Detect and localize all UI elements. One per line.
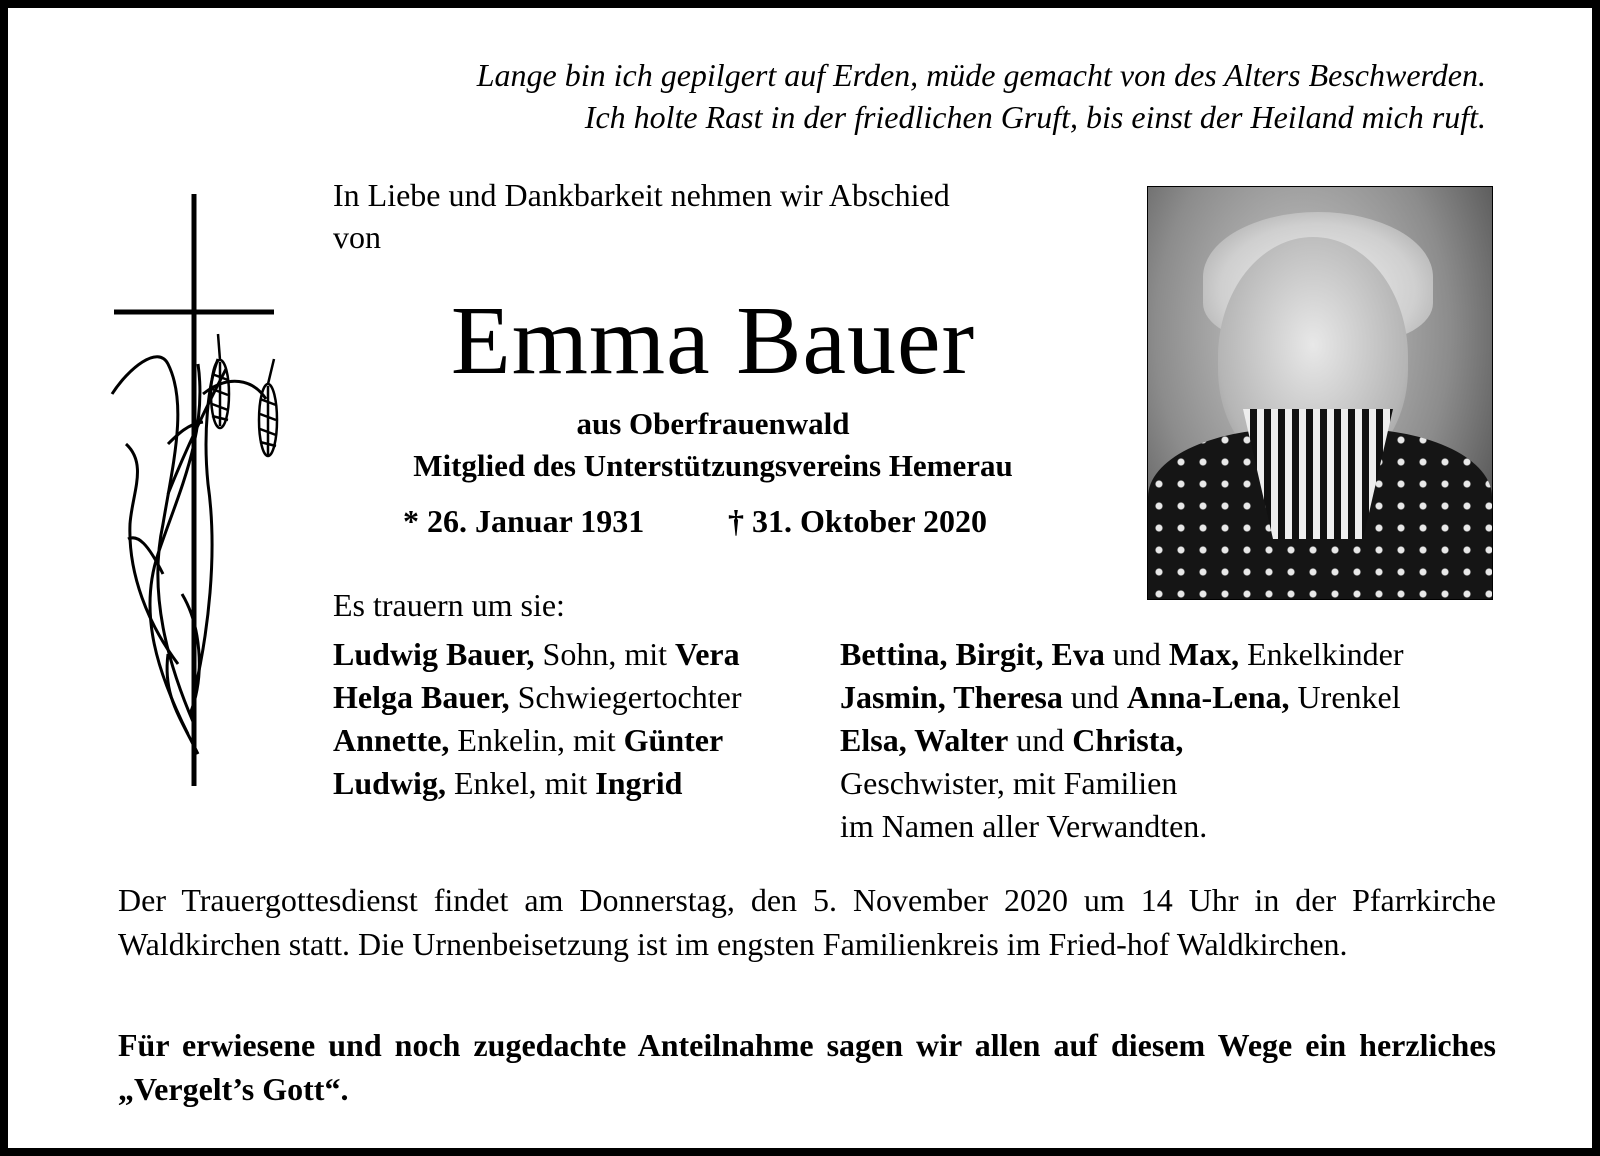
intro-line-2: von — [333, 219, 381, 255]
family-relation: Enkelkinder — [1239, 636, 1404, 672]
service-information: Der Trauergottesdienst findet am Donnerstag, den 5. November 2020 um 14 Uhr in der Pfarrkirche Waldkirchen statt. Die Urnenbeisetzung ist im engsten Familienkreis im Fried-hof Waldkirchen. — [118, 882, 1496, 962]
poem-line-1: Lange bin ich gepilgert auf Erden, müde gemacht von des Alters Beschwerden. — [476, 57, 1486, 93]
family-member-name: Günter — [623, 722, 724, 758]
family-line — [840, 633, 1403, 676]
family-line — [840, 719, 1403, 762]
family-relation: im Namen aller Verwandten. — [840, 808, 1208, 844]
family-member-name: Ludwig Bauer, — [333, 636, 535, 672]
mourners-intro: Es trauern um sie: — [333, 587, 565, 623]
family-member-name: Ingrid — [595, 765, 683, 801]
family-relation: Sohn, mit — [534, 636, 676, 672]
deceased-origin: aus Oberfrauenwald — [576, 406, 850, 441]
family-member-name: Ludwig, — [333, 765, 446, 801]
family-line — [333, 719, 742, 762]
family-relation: und — [1062, 679, 1127, 715]
family-member-name: Annette, — [333, 722, 450, 758]
deceased-details — [333, 403, 1093, 487]
family-member-name: Anna-Lena, — [1126, 679, 1290, 715]
cross-with-wheat-icon — [108, 194, 298, 804]
family-relation: Enkel, mit — [445, 765, 596, 801]
thanks-text: Für erwiesene und noch zugedachte Anteilnahme sagen wir allen auf diesem Wege ein herzliches „Vergelt’s Gott“. — [118, 1027, 1496, 1107]
family-member-name: Christa, — [1072, 722, 1184, 758]
deceased-membership: Mitglied des Unterstützungsvereins Hemerau — [413, 448, 1013, 483]
family-line — [333, 676, 742, 719]
family-line — [840, 805, 1403, 848]
family-member-name: Bettina, Birgit, Eva — [840, 636, 1105, 672]
family-member-name: Elsa, Walter — [840, 722, 1009, 758]
poem-line-2: Ich holte Rast in der friedlichen Gruft, bis einst der Heiland mich ruft. — [584, 99, 1486, 135]
family-member-name: Vera — [675, 636, 740, 672]
family-member-name: Helga Bauer, — [333, 679, 510, 715]
intro-text — [333, 174, 1093, 258]
family-line — [333, 633, 742, 676]
intro-line-1: In Liebe und Dankbarkeit nehmen wir Abschied — [333, 177, 950, 213]
family-member-name: Max, — [1168, 636, 1240, 672]
death-date: † 31. Oktober 2020 — [728, 503, 987, 539]
portrait-photo — [1147, 186, 1493, 600]
poem — [477, 54, 1486, 138]
family-list-right — [840, 633, 1403, 848]
family-relation: und — [1008, 722, 1073, 758]
family-relation: Urenkel — [1289, 679, 1401, 715]
family-relation: und — [1104, 636, 1169, 672]
family-line — [333, 762, 742, 805]
family-line — [840, 762, 1403, 805]
family-relation: Enkelin, mit — [449, 722, 624, 758]
deceased-name: Emma Bauer — [450, 287, 976, 395]
family-relation: Geschwister, mit Familien — [840, 765, 1178, 801]
family-relation: Schwiegertochter — [509, 679, 742, 715]
family-list-left — [333, 633, 742, 805]
family-line — [840, 676, 1403, 719]
family-member-name: Jasmin, Theresa — [840, 679, 1063, 715]
birth-date: * 26. Januar 1931 — [403, 503, 645, 539]
